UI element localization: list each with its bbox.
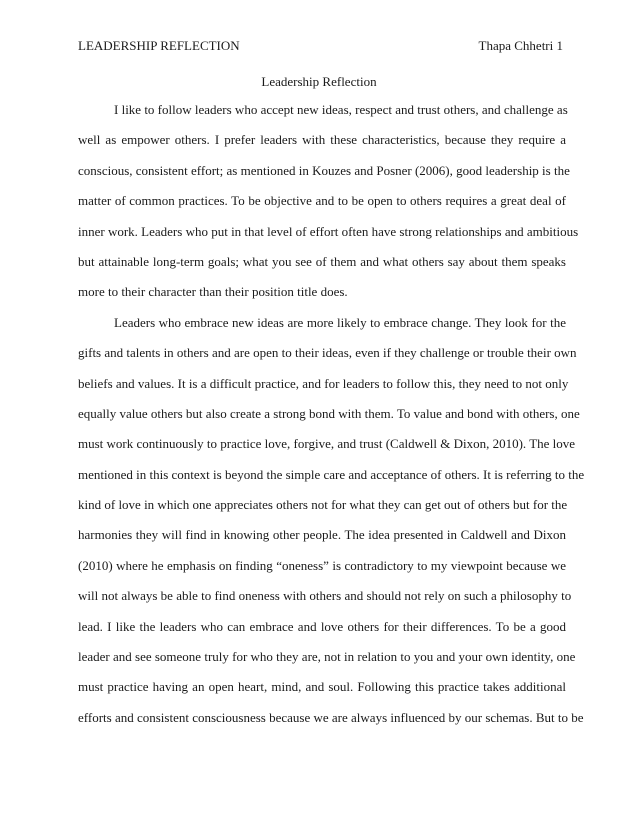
running-head [78,37,563,55]
text-line: gifts and talents in others and are open to their ideas, even if they challenge or trouble their own [78,345,577,361]
text-line: kind of love in which one appreciates others not for what they can get out of others but for the [78,497,568,513]
document-title: Leadership Reflection [261,74,377,89]
text-line: lead. I like the leaders who can embrace and love others for their differences. To be a good [78,618,566,634]
text-line: efforts and consistent consciousness because we are always influenced by our schemas. But to be [78,709,584,725]
text-line: inner work. Leaders who put in that level of effort often have strong relationships and ambitious [78,223,579,239]
text-line: must practice having an open heart, mind, and soul. Following this practice takes additional [78,679,566,695]
document-body [78,101,585,739]
text-line: well as empower others. I prefer leaders with these characteristics, because they require a [78,132,566,148]
text-line: matter of common practices. To be objective and to be open to others requires a great deal of [78,193,566,209]
text-line: (2010) where he emphasis on finding “oneness” is contradictory to my viewpoint because we [78,557,566,573]
text-line: will not always be able to find oneness with others and should not rely on such a philosophy to [78,588,572,604]
text-line: leader and see someone truly for who they are, not in relation to you and your own identity, one [78,649,576,665]
text-line: beliefs and values. It is a difficult practice, and for leaders to follow this, they need to not only [78,375,569,391]
text-line: must work continuously to practice love, forgive, and trust (Caldwell & Dixon, 2010). The love [78,436,576,452]
text-line: harmonies they will find in knowing other people. The idea presented in Caldwell and Dixon [78,527,566,543]
text-line: mentioned in this context is beyond the simple care and acceptance of others. It is referring to the [78,466,585,482]
text-line: I like to follow leaders who accept new ideas, respect and trust others, and challenge as [114,102,568,117]
text-line: equally value others but also create a strong bond with them. To value and bond with others, one [78,405,580,421]
text-line: but attainable long-term goals; what you see of them and what others say about them speaks [78,253,566,269]
text-line: Leaders who embrace new ideas are more likely to embrace change. They look for the [114,314,566,330]
running-head-title: LEADERSHIP REFLECTION [78,38,240,53]
text-line: more to their character than their position title does. [78,284,348,300]
running-head-author-page: Thapa Chhetri 1 [478,38,563,53]
text-line: conscious, consistent effort; as mentioned in Kouzes and Posner (2006), good leadership is the [78,162,570,178]
